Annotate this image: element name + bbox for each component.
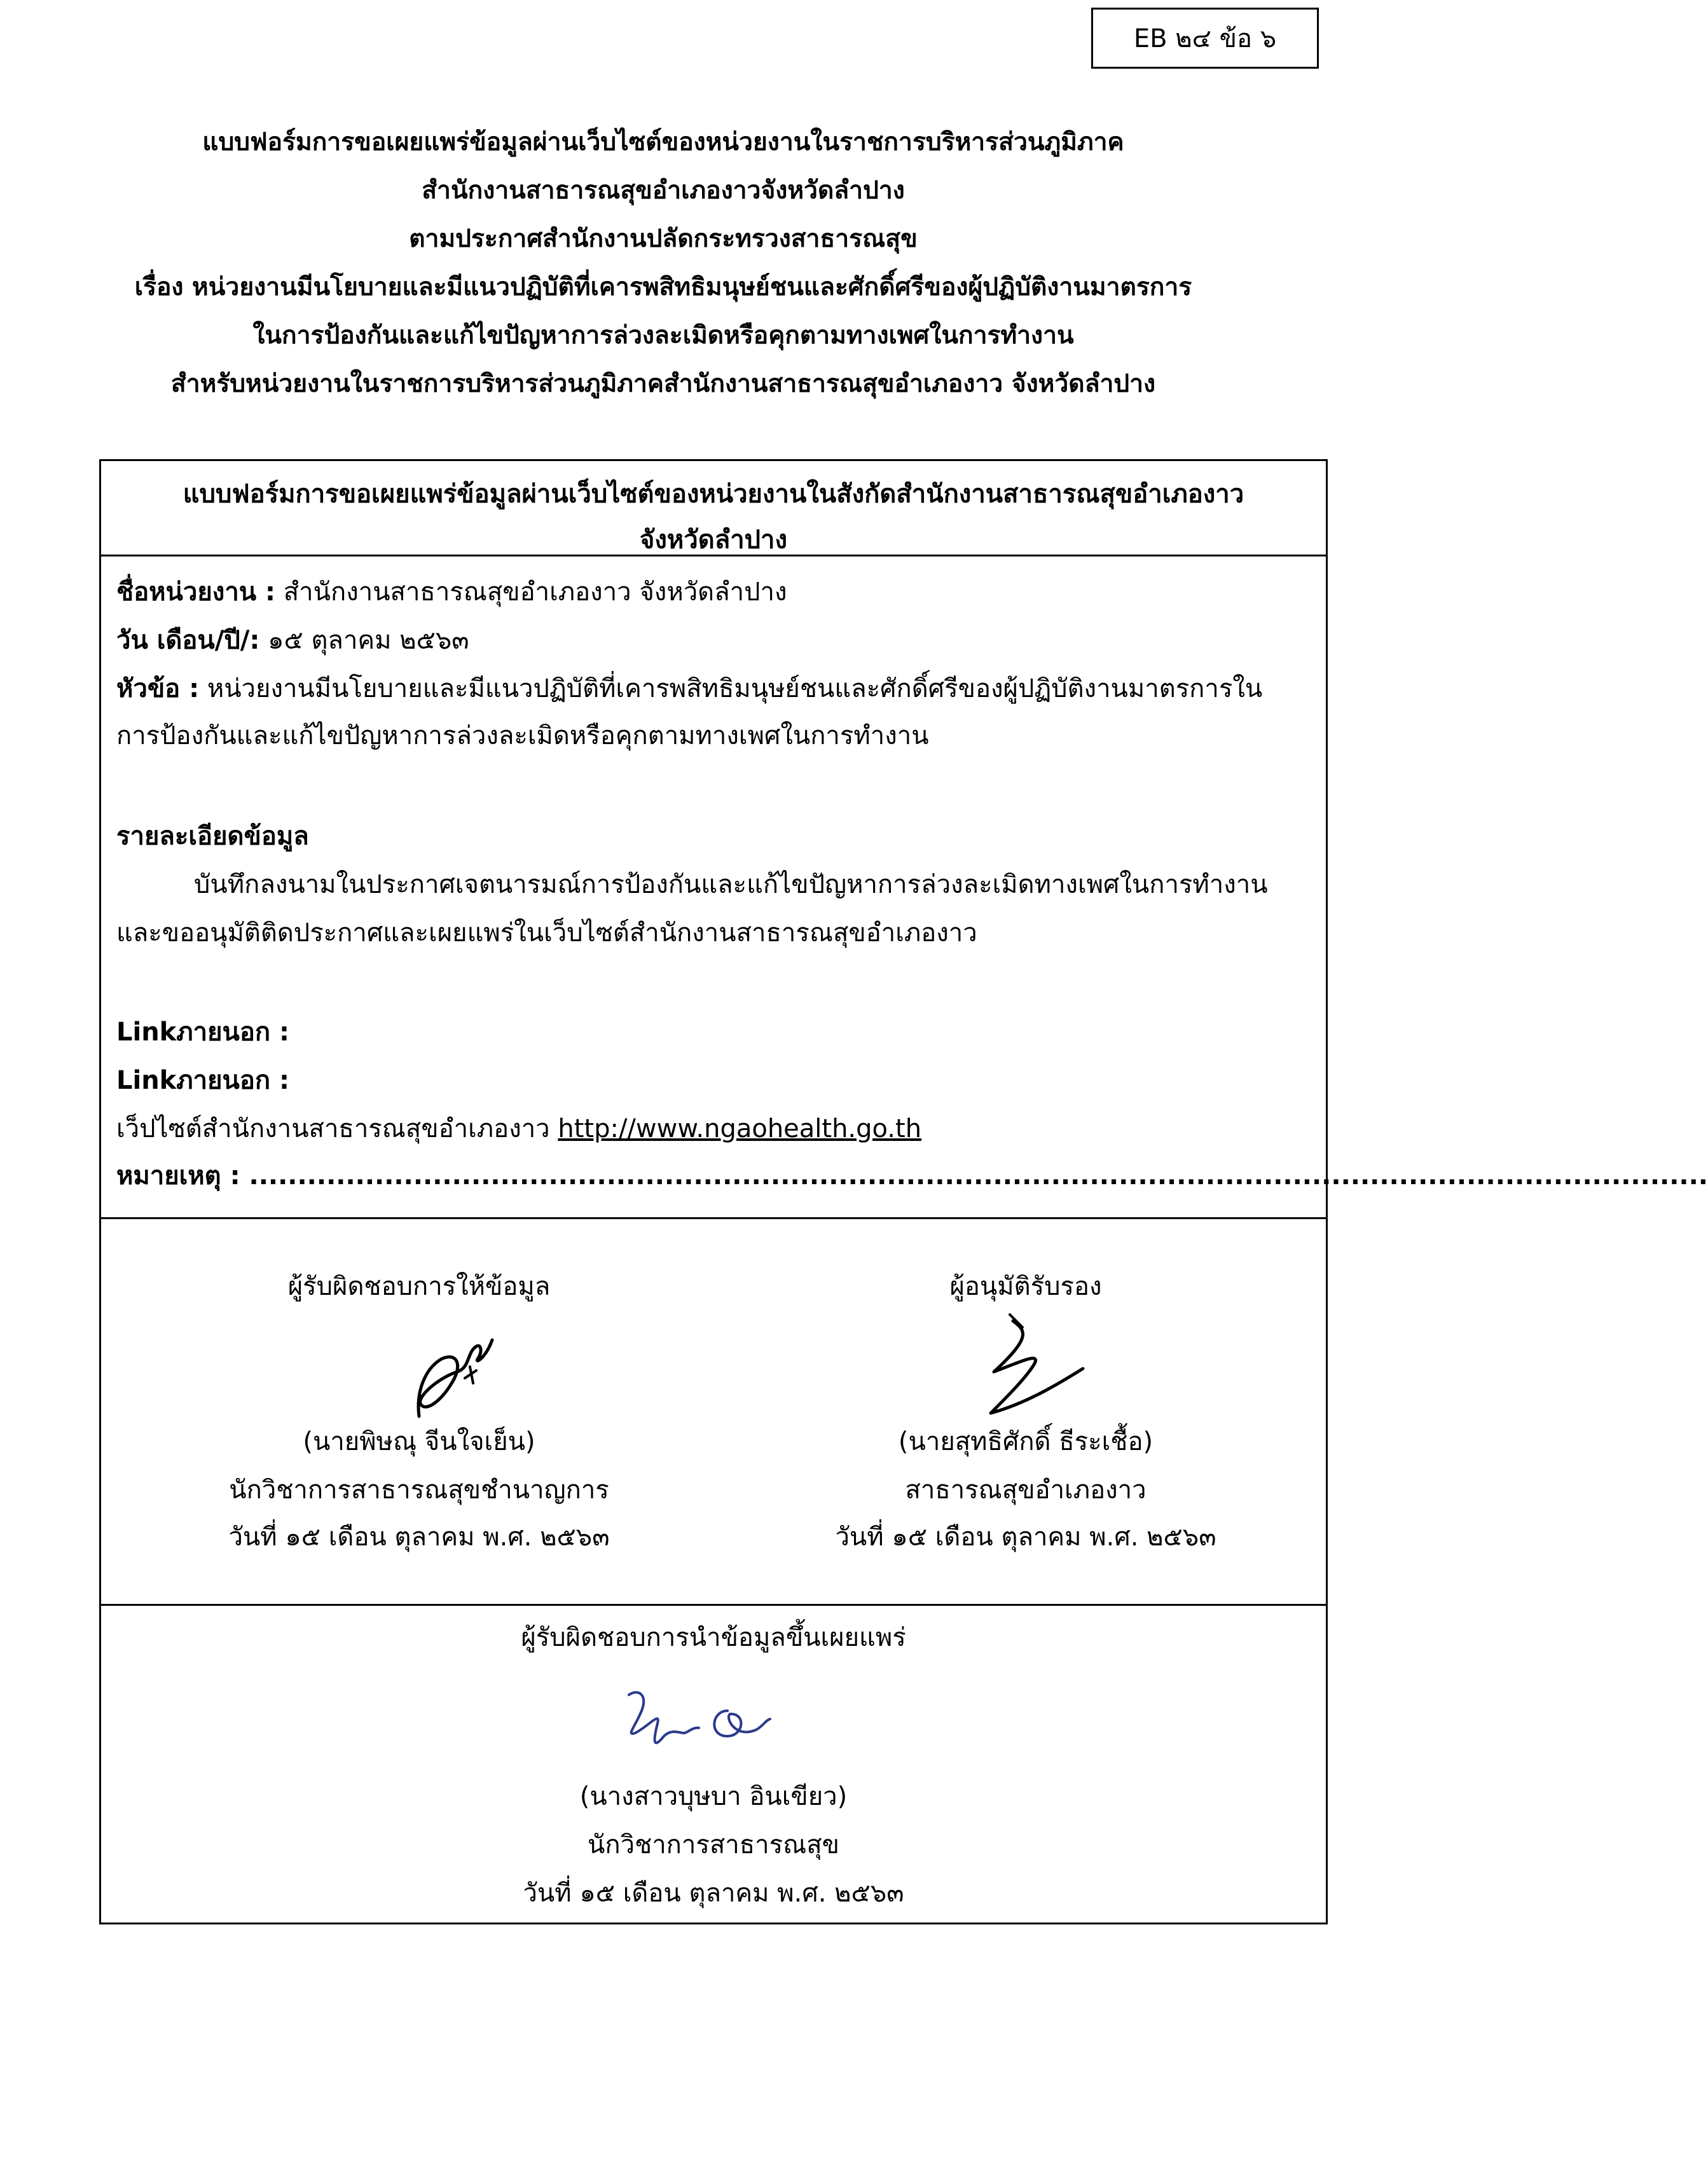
approver-name: (นายสุทธิศักดิ์ ธีระเชื้อ) [898,1427,1154,1456]
form-title-line-2: จังหวัดลำปาง [639,525,788,555]
topic-value-line-2: การป้องกันและแก้ไขปัญหาการล่วงละเมิดหรือคุกตามทางเพศในการทำงาน [116,721,929,750]
detail-label: รายละเอียดข้อมูล [116,822,309,851]
note-row [116,1157,1708,1195]
provider-name: (นายพิษณุ จีนใจเย็น) [303,1427,535,1456]
approver-signature-image [956,1302,1096,1429]
date-row [116,621,469,659]
website-row [116,1110,921,1148]
publisher-name: (นางสาวบุษบา อินเขียว) [579,1782,848,1811]
detail-line-1: บันทึกลงนามในประกาศเจตนารมณ์การป้องกันและแก้ไขปัญหาการล่วงละเมิดทางเพศในการทำงาน [194,870,1268,899]
external-link-label-2: Linkภายนอก : [116,1066,290,1095]
document-heading [0,118,1326,408]
website-link[interactable]: http://www.ngaohealth.go.th [558,1114,922,1143]
provider-position: นักวิชาการสาธารณสุขชำนาญการ [229,1475,609,1505]
form-title-line-1: แบบฟอร์มการขอเผยแพร่ข้อมูลผ่านเว็บไซต์ของหน่วยงานในสังกัดสำนักงานสาธารณสุขอำเภองาว [183,480,1244,509]
publisher-date: วันที่ ๑๕ เดือน ตุลาคม พ.ศ. ๒๕๖๓ [523,1879,904,1908]
note-label: หมายเหตุ : [116,1161,240,1191]
date-value: ๑๕ ตุลาคม ๒๕๖๓ [259,626,469,655]
date-label: วัน เดือน/ปี/: [116,626,260,655]
topic-label: หัวข้อ : [116,674,200,703]
publisher-signature-image [603,1676,794,1771]
publisher-position: นักวิชาการสาธารณสุข [588,1830,839,1860]
unit-label: ชื่อหน่วยงาน : [116,577,276,607]
provider-role: ผู้รับผิดชอบการให้ข้อมูล [287,1272,551,1301]
note-dots: ....................................................................................................................................................... [240,1161,1708,1191]
unit-value: สำนักงานสาธารณสุขอำเภองาว จังหวัดลำปาง [275,577,787,607]
heading-line-3: ตามประกาศสำนักงานปลัดกระทรวงสาธารณสุข [409,224,918,253]
heading-line-4: เรื่อง หน่วยงานมีนโยบายและมีแนวปฏิบัติที่เคารพสิทธิมนุษย์ชนและศักดิ์ศรีของผู้ปฏิบัติงานมาตรการ [134,273,1192,301]
approver-role: ผู้อนุมัติรับรอง [949,1272,1102,1301]
heading-line-2: สำนักงานสาธารณสุขอำเภองาวจังหวัดลำปาง [422,176,905,205]
approver-position: สาธารณสุขอำเภองาว [905,1475,1147,1505]
form-info-section [101,556,1708,1219]
publisher-signature-section [101,1606,1326,1923]
website-text: เว็ปไซต์สำนักงานสาธารณสุขอำเภองาว [116,1114,558,1143]
document-code: EB ๒๔ ข้อ ๖ [1133,24,1277,53]
external-link-label-1: Linkภายนอก : [116,1018,290,1047]
document-code-box [1091,8,1319,69]
publisher-role: ผู้รับผิดชอบการนำข้อมูลขึ้นเผยแพร่ [521,1623,906,1652]
provider-date: วันที่ ๑๕ เดือน ตุลาคม พ.ศ. ๒๕๖๓ [228,1522,610,1552]
publication-form-table [99,459,1708,1924]
topic-row [116,670,1262,708]
approval-signature-section [101,1219,1326,1606]
heading-line-1: แบบฟอร์มการขอเผยแพร่ข้อมูลผ่านเว็บไซต์ของหน่วยงานในราชการบริหารส่วนภูมิภาค [202,128,1124,156]
heading-line-6: สำหรับหน่วยงานในราชการบริหารส่วนภูมิภาคสำนักงานสาธารณสุขอำเภองาว จังหวัดลำปาง [170,369,1156,398]
detail-line-2: และขออนุมัติติดประกาศและเผยแพร่ในเว็บไซต์สำนักงานสาธารณสุขอำเภองาว [116,918,977,948]
form-title-section [101,461,1326,556]
unit-row [116,573,787,611]
approver-date: วันที่ ๑๕ เดือน ตุลาคม พ.ศ. ๒๕๖๓ [835,1522,1216,1552]
heading-line-5: ในการป้องกันและแก้ไขปัญหาการล่วงละเมิดหรือคุกตามทางเพศในการทำงาน [252,321,1074,350]
topic-value-line-1: หน่วยงานมีนโยบายและมีแนวปฏิบัติที่เคารพสิทธิมนุษย์ชนและศักดิ์ศรีของผู้ปฏิบัติงานมาตรการใน [199,674,1263,703]
provider-signature-image [381,1308,508,1435]
